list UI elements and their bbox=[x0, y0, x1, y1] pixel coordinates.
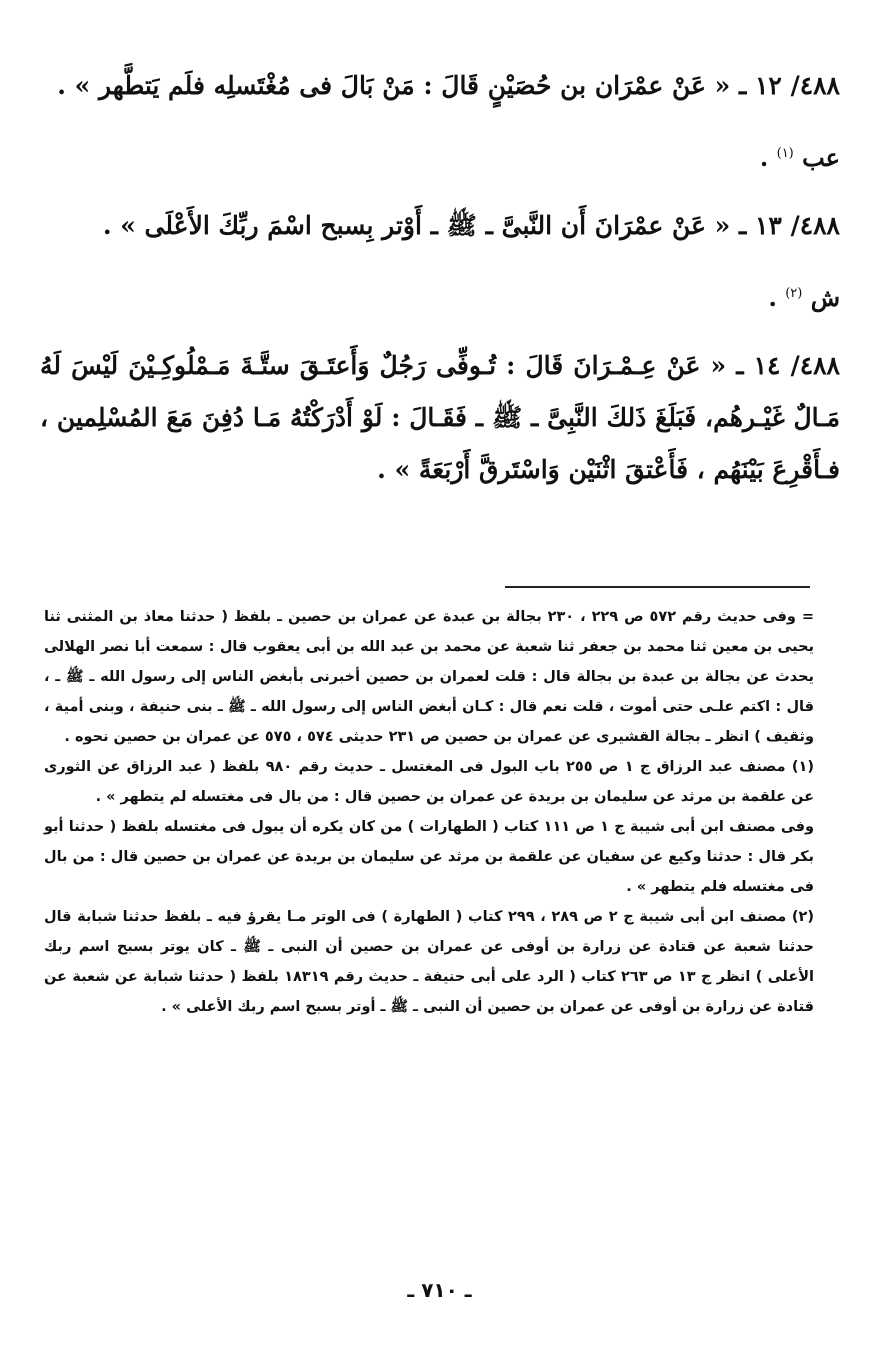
source-end: . bbox=[768, 283, 777, 312]
main-text bbox=[40, 60, 840, 496]
footnote-continuation: = وفى حديث رقم ٥٧٢ ص ٢٢٩ ، ٢٣٠ بجالة بن عبدة عن عمران بن حصين ـ بلفظ ( حدثنا معاذ بن المثنى ثنا يحيى بن معين ثنا محمد بن جعفر ثنا شعبة عن محمد بن عبد الله بن أبى يعقوب قال : سمعت أبا نصر الهلالى يحدث عن بجالة بن عبدة بن بجالة قال : قلت لعمران بن حصين أخبرنى بأبغض الناس إلى رسول الله ـ ﷺ ـ ، قال : اكتم علـى حتى أموت ، قلت نعم قال : كـان أبغض الناس إلى رسول الله ـ ﷺ ـ بنى حنيفة ، وبنى أمية ، وثقيف ) انظر ـ بجالة القشيرى عن عمران بن حصين ص ٢٣١ حديثى ٥٧٤ ، ٥٧٥ عن عمران بن حصين نحوه . bbox=[44, 609, 814, 745]
page-number: ـ ٧١٠ ـ bbox=[407, 1278, 472, 1302]
hadith-13: ٤٨٨/ ١٣ ـ « عَنْ عمْرَانَ أَن النَّبىَّ ـ ﷺ ـ أَوْتر بِسبح اسْمَ ربِّكَ الأَعْلَى » . bbox=[102, 211, 840, 240]
source-ibn-abi-shayba bbox=[40, 274, 840, 318]
source-end: . bbox=[759, 143, 769, 172]
footnote-2: (٢) مصنف ابن أبى شيبة ج ٢ ص ٢٨٩ ، ٢٩٩ كتاب ( الطهارة ) فى الوتر مـا يقرؤ فيه ـ بلفظ حدثنا شبابة قال حدثنا شعبة عن قتادة عن زرارة بن أوفى عن عمران بن حصين أن النبى ـ ﷺ ـ كان يوتر بسبح اسم ربك الأعلى ) انظر ج ١٣ ص ٢٦٣ كتاب ( الرد على أبى حنيفة ـ حديث رقم ١٨٣١٩ بلفظ ( حدثنا شبابة عن شعبة عن قتادة عن زرارة بن أوفى عن عمران بن حصين أن النبى ـ ﷺ ـ أوتر بسبح اسم ربك الأعلى » . bbox=[44, 909, 814, 1015]
footnote-1: (١) مصنف عبد الرزاق ج ١ ص ٢٥٥ باب البول فى المغتسل ـ حديث رقم ٩٨٠ بلفظ ( عبد الرزاق عن الثورى عن علقمة بن مرثد عن سليمان بن بريدة عن عمران بن حصين قال : من بال فى مغتسله لم يتطهر » . bbox=[44, 759, 814, 805]
footnotes bbox=[44, 602, 814, 1022]
footnote-ref: (٢) bbox=[785, 286, 803, 301]
hadith-12: ٤٨٨/ ١٢ ـ « عَنْ عمْرَان بن حُصَيْنٍ قَالَ : مَنْ بَالَ فى مُغْتَسلِه فلَم يَتطَّهر » . bbox=[57, 71, 840, 100]
footnote-ref: (١) bbox=[776, 146, 794, 161]
source-label: ش bbox=[810, 283, 840, 312]
source-label: عب bbox=[802, 143, 840, 172]
footnote-1-continued: وفى مصنف ابن أبى شيبة ج ١ ص ١١١ كتاب ( الطهارات ) من كان يكره أن يبول فى مغتسله بلفظ ( حدثنا أبو بكر قال : حدثنا وكيع عن سفيان عن علقمة بن مرثد عن سليمان بن بريدة عن عمران بن حصين قال : من بال فى مغتسله فلم يتطهر » . bbox=[44, 819, 814, 895]
hadith-14: ٤٨٨/ ١٤ ـ « عَنْ عِـمْـرَانَ قَالَ : تُـوفِّى رَجُلٌ وَأَعتَـقَ ستَّـةَ مَـمْلُوكِـيْنَ لَيْسَ لَهُ مَـالٌ غَيْـرهُم، فَبَلَغَ ذَلكَ النَّبِىَّ ـ ﷺ ـ فَقَـالَ : لَوْ أَدْرَكْتُهُ مَـا دُفِنَ مَعَ المُسْلِمين ، فـأَقْرِعَ بَيْنَهُم ، فَأَعْتقَ اثْنَيْن وَاسْتَرقَّ أَرْبَعَةً » . bbox=[40, 351, 840, 484]
footnote-divider bbox=[505, 586, 810, 588]
source-abd-al-razzaq bbox=[40, 134, 840, 178]
